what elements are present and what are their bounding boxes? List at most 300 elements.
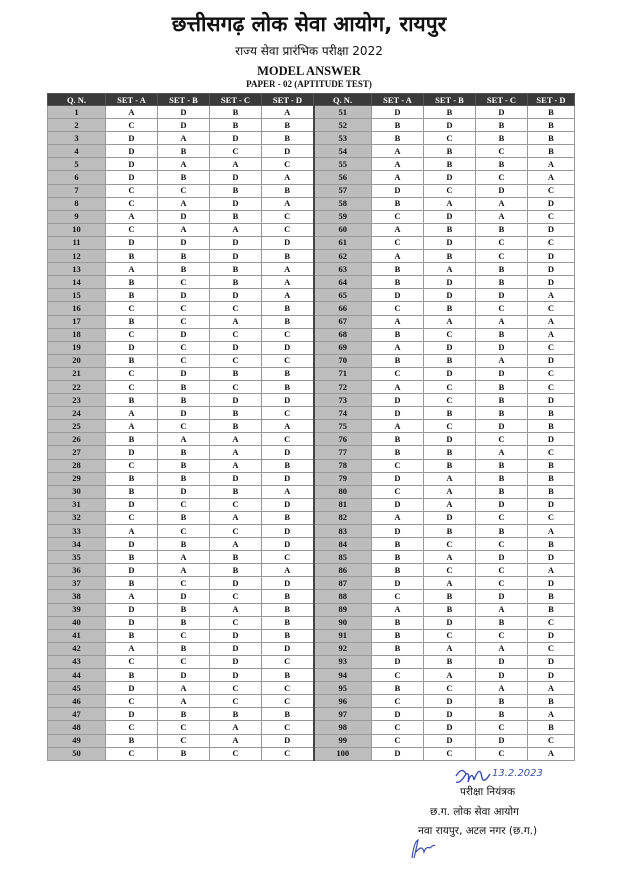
table-row xyxy=(48,551,575,564)
answer-cell: B xyxy=(262,459,314,472)
answer-cell: D xyxy=(262,498,314,511)
answer-cell: B xyxy=(106,669,158,682)
answer-cell: B xyxy=(262,367,314,380)
answer-cell: D xyxy=(210,577,262,590)
answer-cell: B xyxy=(158,250,210,263)
answer-cell: A xyxy=(262,485,314,498)
column-header: SET - C xyxy=(210,94,262,106)
answer-cell: A xyxy=(528,158,575,171)
question-number-cell: 30 xyxy=(48,485,106,498)
question-number-cell: 24 xyxy=(48,407,106,420)
table-row xyxy=(48,407,575,420)
answer-cell: B xyxy=(528,538,575,551)
answer-cell: B xyxy=(262,511,314,524)
question-number-cell: 44 xyxy=(48,669,106,682)
question-number-cell: 46 xyxy=(48,695,106,708)
answer-cell: B xyxy=(476,525,528,538)
answer-cell: B xyxy=(528,590,575,603)
answer-cell: D xyxy=(210,341,262,354)
answer-cell: B xyxy=(210,551,262,564)
answer-cell: A xyxy=(424,642,476,655)
answer-cell: C xyxy=(372,236,424,249)
table-row xyxy=(48,459,575,472)
answer-cell: C xyxy=(424,747,476,760)
answer-cell: A xyxy=(372,341,424,354)
question-number-cell: 71 xyxy=(314,367,372,380)
question-number-cell: 57 xyxy=(314,184,372,197)
table-row xyxy=(48,433,575,446)
answer-cell: B xyxy=(528,119,575,132)
answer-cell: B xyxy=(210,708,262,721)
answer-cell: D xyxy=(528,498,575,511)
answer-cell: B xyxy=(476,407,528,420)
answer-cell: C xyxy=(476,629,528,642)
answer-cell: D xyxy=(528,394,575,407)
column-header: Q. N. xyxy=(314,94,372,106)
answer-cell: B xyxy=(262,132,314,145)
answer-cell: D xyxy=(210,171,262,184)
question-number-cell: 1 xyxy=(48,106,106,119)
question-number-cell: 8 xyxy=(48,197,106,210)
answer-cell: C xyxy=(476,236,528,249)
table-row xyxy=(48,682,575,695)
answer-cell: D xyxy=(372,525,424,538)
question-number-cell: 81 xyxy=(314,498,372,511)
answer-cell: D xyxy=(476,551,528,564)
answer-cell: B xyxy=(476,616,528,629)
answer-cell: A xyxy=(210,446,262,459)
answer-cell: C xyxy=(106,302,158,315)
table-row xyxy=(48,328,575,341)
answer-cell: B xyxy=(158,511,210,524)
answer-cell: B xyxy=(262,590,314,603)
table-row xyxy=(48,734,575,747)
answer-cell: D xyxy=(262,446,314,459)
table-row xyxy=(48,145,575,158)
answer-cell: B xyxy=(158,538,210,551)
question-number-cell: 17 xyxy=(48,315,106,328)
answer-cell: A xyxy=(106,420,158,433)
answer-cell: C xyxy=(528,642,575,655)
answer-cell: A xyxy=(372,145,424,158)
answer-cell: A xyxy=(106,407,158,420)
answer-cell: D xyxy=(158,407,210,420)
answer-cell: C xyxy=(262,695,314,708)
answer-cell: B xyxy=(476,223,528,236)
answer-cell: D xyxy=(476,341,528,354)
answer-cell: B xyxy=(106,629,158,642)
table-row xyxy=(48,302,575,315)
table-row xyxy=(48,184,575,197)
table-row xyxy=(48,721,575,734)
answer-cell: D xyxy=(424,616,476,629)
answer-cell: A xyxy=(210,538,262,551)
answer-cell: C xyxy=(262,655,314,668)
answer-cell: D xyxy=(372,655,424,668)
answer-cell: A xyxy=(106,263,158,276)
table-row xyxy=(48,485,575,498)
answer-cell: B xyxy=(106,250,158,263)
question-number-cell: 86 xyxy=(314,564,372,577)
answer-cell: C xyxy=(424,682,476,695)
answer-cell: B xyxy=(372,538,424,551)
paper-title: PAPER - 02 (APTITUDE TEST) xyxy=(246,79,372,89)
table-row xyxy=(48,354,575,367)
answer-cell: B xyxy=(424,106,476,119)
answer-cell: B xyxy=(424,223,476,236)
answer-cell: D xyxy=(372,747,424,760)
answer-cell: C xyxy=(106,328,158,341)
column-header: SET - D xyxy=(528,94,575,106)
question-number-cell: 77 xyxy=(314,446,372,459)
page-title: छत्तीसगढ़ लोक सेवा आयोग, रायपुर xyxy=(171,12,447,36)
question-number-cell: 68 xyxy=(314,328,372,341)
answer-cell: B xyxy=(424,590,476,603)
answer-cell: B xyxy=(424,158,476,171)
answer-cell: D xyxy=(262,394,314,407)
answer-cell: B xyxy=(262,669,314,682)
answer-cell: B xyxy=(158,171,210,184)
answer-cell: D xyxy=(528,354,575,367)
question-number-cell: 84 xyxy=(314,538,372,551)
answer-cell: D xyxy=(372,394,424,407)
answer-cell: D xyxy=(106,682,158,695)
table-body xyxy=(48,106,575,761)
answer-cell: B xyxy=(210,184,262,197)
answer-cell: D xyxy=(262,472,314,485)
answer-cell: B xyxy=(476,132,528,145)
answer-cell: C xyxy=(372,302,424,315)
answer-cell: A xyxy=(262,263,314,276)
question-number-cell: 38 xyxy=(48,590,106,603)
signatory-title: परीक्षा नियंत्रक xyxy=(460,786,516,798)
answer-cell: B xyxy=(424,525,476,538)
answer-cell: D xyxy=(476,669,528,682)
answer-cell: B xyxy=(372,354,424,367)
answer-cell: D xyxy=(424,236,476,249)
answer-cell: D xyxy=(106,132,158,145)
answer-cell: A xyxy=(476,642,528,655)
question-number-cell: 74 xyxy=(314,407,372,420)
table-row xyxy=(48,472,575,485)
answer-cell: B xyxy=(528,695,575,708)
question-number-cell: 52 xyxy=(314,119,372,132)
answer-cell: C xyxy=(158,498,210,511)
answer-cell: B xyxy=(476,708,528,721)
answer-cell: C xyxy=(210,380,262,393)
organization-name: छ.ग. लोक सेवा आयोग xyxy=(430,806,519,818)
answer-cell: B xyxy=(528,721,575,734)
table-row xyxy=(48,210,575,223)
answer-cell: C xyxy=(158,577,210,590)
table-header-row xyxy=(48,94,575,106)
answer-cell: C xyxy=(476,302,528,315)
answer-cell: B xyxy=(476,263,528,276)
answer-cell: D xyxy=(528,223,575,236)
answer-cell: C xyxy=(424,420,476,433)
answer-cell: D xyxy=(476,655,528,668)
answer-cell: A xyxy=(528,747,575,760)
answer-cell: C xyxy=(210,354,262,367)
answer-cell: D xyxy=(210,289,262,302)
table-row xyxy=(48,171,575,184)
answer-cell: B xyxy=(476,119,528,132)
answer-cell: A xyxy=(424,551,476,564)
answer-cell: A xyxy=(158,223,210,236)
answer-cell: B xyxy=(158,708,210,721)
exam-name: राज्य सेवा प्रारंभिक परीक्षा 2022 xyxy=(235,44,383,58)
answer-cell: A xyxy=(372,171,424,184)
answer-cell: B xyxy=(528,132,575,145)
question-number-cell: 7 xyxy=(48,184,106,197)
answer-cell: B xyxy=(106,315,158,328)
answer-cell: B xyxy=(106,289,158,302)
question-number-cell: 25 xyxy=(48,420,106,433)
question-number-cell: 22 xyxy=(48,380,106,393)
answer-cell: A xyxy=(210,734,262,747)
answer-cell: A xyxy=(372,158,424,171)
question-number-cell: 94 xyxy=(314,669,372,682)
answer-cell: C xyxy=(210,747,262,760)
answer-cell: C xyxy=(106,747,158,760)
answer-cell: A xyxy=(528,682,575,695)
answer-cell: C xyxy=(106,721,158,734)
answer-cell: A xyxy=(210,459,262,472)
answer-cell: C xyxy=(158,315,210,328)
answer-cell: D xyxy=(210,472,262,485)
answer-cell: B xyxy=(476,485,528,498)
table-row xyxy=(48,669,575,682)
question-number-cell: 82 xyxy=(314,511,372,524)
question-number-cell: 27 xyxy=(48,446,106,459)
answer-cell: B xyxy=(210,210,262,223)
answer-cell: C xyxy=(528,380,575,393)
answer-cell: B xyxy=(158,145,210,158)
question-number-cell: 10 xyxy=(48,223,106,236)
answer-cell: D xyxy=(528,250,575,263)
answer-cell: A xyxy=(210,511,262,524)
answer-cell: D xyxy=(476,734,528,747)
answer-cell: D xyxy=(476,289,528,302)
answer-key-table xyxy=(47,93,575,761)
table-row xyxy=(48,420,575,433)
answer-cell: C xyxy=(372,669,424,682)
question-number-cell: 62 xyxy=(314,250,372,263)
table-row xyxy=(48,629,575,642)
question-number-cell: 47 xyxy=(48,708,106,721)
question-number-cell: 42 xyxy=(48,642,106,655)
answer-cell: B xyxy=(424,145,476,158)
answer-cell: B xyxy=(476,459,528,472)
question-number-cell: 51 xyxy=(314,106,372,119)
answer-cell: B xyxy=(106,577,158,590)
question-number-cell: 32 xyxy=(48,511,106,524)
answer-cell: D xyxy=(424,276,476,289)
answer-cell: D xyxy=(424,708,476,721)
answer-cell: B xyxy=(372,682,424,695)
table-row xyxy=(48,367,575,380)
answer-cell: D xyxy=(210,132,262,145)
question-number-cell: 33 xyxy=(48,525,106,538)
question-number-cell: 19 xyxy=(48,341,106,354)
answer-cell: C xyxy=(106,695,158,708)
answer-cell: D xyxy=(528,669,575,682)
answer-cell: A xyxy=(158,682,210,695)
answer-cell: B xyxy=(158,380,210,393)
answer-cell: B xyxy=(476,158,528,171)
question-number-cell: 21 xyxy=(48,367,106,380)
question-number-cell: 96 xyxy=(314,695,372,708)
answer-cell: D xyxy=(262,145,314,158)
answer-cell: A xyxy=(476,354,528,367)
answer-cell: B xyxy=(424,655,476,668)
question-number-cell: 99 xyxy=(314,734,372,747)
answer-cell: A xyxy=(262,564,314,577)
answer-cell: D xyxy=(528,263,575,276)
answer-cell: B xyxy=(372,132,424,145)
answer-cell: C xyxy=(372,721,424,734)
question-number-cell: 45 xyxy=(48,682,106,695)
answer-cell: A xyxy=(528,315,575,328)
table-row xyxy=(48,708,575,721)
question-number-cell: 9 xyxy=(48,210,106,223)
answer-cell: B xyxy=(528,472,575,485)
answer-cell: C xyxy=(528,184,575,197)
answer-cell: D xyxy=(372,472,424,485)
table-row xyxy=(48,695,575,708)
answer-cell: A xyxy=(262,197,314,210)
answer-cell: C xyxy=(476,564,528,577)
answer-cell: C xyxy=(106,380,158,393)
question-number-cell: 100 xyxy=(314,747,372,760)
answer-cell: C xyxy=(158,525,210,538)
answer-cell: A xyxy=(476,315,528,328)
answer-cell: C xyxy=(528,341,575,354)
column-header: SET - B xyxy=(424,94,476,106)
answer-cell: D xyxy=(262,538,314,551)
answer-cell: B xyxy=(372,328,424,341)
question-number-cell: 91 xyxy=(314,629,372,642)
question-number-cell: 23 xyxy=(48,394,106,407)
answer-cell: C xyxy=(210,695,262,708)
answer-cell: C xyxy=(424,564,476,577)
answer-cell: C xyxy=(262,682,314,695)
answer-cell: B xyxy=(262,603,314,616)
answer-cell: B xyxy=(372,446,424,459)
question-number-cell: 49 xyxy=(48,734,106,747)
answer-cell: D xyxy=(210,629,262,642)
column-header: SET - A xyxy=(106,94,158,106)
answer-cell: D xyxy=(158,289,210,302)
answer-cell: D xyxy=(528,276,575,289)
answer-cell: D xyxy=(424,511,476,524)
answer-cell: A xyxy=(424,577,476,590)
question-number-cell: 2 xyxy=(48,119,106,132)
answer-cell: B xyxy=(158,459,210,472)
answer-cell: B xyxy=(372,629,424,642)
question-number-cell: 37 xyxy=(48,577,106,590)
question-number-cell: 53 xyxy=(314,132,372,145)
table-row xyxy=(48,642,575,655)
answer-cell: D xyxy=(158,236,210,249)
column-header: Q. N. xyxy=(48,94,106,106)
answer-cell: C xyxy=(210,302,262,315)
column-header: SET - D xyxy=(262,94,314,106)
answer-cell: D xyxy=(210,236,262,249)
answer-cell: C xyxy=(158,721,210,734)
answer-cell: C xyxy=(476,538,528,551)
answer-cell: C xyxy=(528,511,575,524)
answer-cell: B xyxy=(528,145,575,158)
question-number-cell: 54 xyxy=(314,145,372,158)
answer-cell: B xyxy=(210,420,262,433)
answer-cell: C xyxy=(372,367,424,380)
initials-signature xyxy=(408,836,438,862)
question-number-cell: 48 xyxy=(48,721,106,734)
answer-cell: A xyxy=(476,446,528,459)
answer-cell: C xyxy=(158,184,210,197)
answer-cell: C xyxy=(106,184,158,197)
answer-cell: C xyxy=(424,328,476,341)
table-row xyxy=(48,538,575,551)
answer-cell: D xyxy=(372,708,424,721)
answer-cell: B xyxy=(262,708,314,721)
answer-cell: C xyxy=(210,328,262,341)
table-row xyxy=(48,341,575,354)
answer-cell: B xyxy=(372,564,424,577)
table-row xyxy=(48,446,575,459)
answer-cell: D xyxy=(106,158,158,171)
answer-cell: B xyxy=(106,433,158,446)
question-number-cell: 58 xyxy=(314,197,372,210)
answer-cell: C xyxy=(210,145,262,158)
answer-cell: C xyxy=(476,171,528,184)
answer-cell: B xyxy=(262,184,314,197)
table-row xyxy=(48,276,575,289)
answer-cell: B xyxy=(262,315,314,328)
answer-cell: B xyxy=(262,380,314,393)
answer-cell: A xyxy=(424,498,476,511)
question-number-cell: 69 xyxy=(314,341,372,354)
answer-cell: A xyxy=(372,315,424,328)
table-row xyxy=(48,603,575,616)
answer-cell: D xyxy=(210,655,262,668)
answer-cell: B xyxy=(424,354,476,367)
answer-cell: A xyxy=(424,669,476,682)
table-row xyxy=(48,747,575,760)
answer-cell: B xyxy=(424,250,476,263)
question-number-cell: 6 xyxy=(48,171,106,184)
answer-cell: B xyxy=(476,394,528,407)
question-number-cell: 26 xyxy=(48,433,106,446)
answer-cell: D xyxy=(106,341,158,354)
question-number-cell: 60 xyxy=(314,223,372,236)
answer-cell: D xyxy=(476,590,528,603)
question-number-cell: 92 xyxy=(314,642,372,655)
answer-cell: B xyxy=(158,446,210,459)
answer-cell: D xyxy=(106,603,158,616)
answer-cell: A xyxy=(158,695,210,708)
answer-cell: D xyxy=(424,367,476,380)
question-number-cell: 43 xyxy=(48,655,106,668)
answer-cell: B xyxy=(372,616,424,629)
answer-cell: C xyxy=(424,629,476,642)
column-header: SET - A xyxy=(372,94,424,106)
answer-cell: A xyxy=(106,590,158,603)
answer-cell: B xyxy=(372,276,424,289)
table-row xyxy=(48,511,575,524)
answer-cell: A xyxy=(262,106,314,119)
